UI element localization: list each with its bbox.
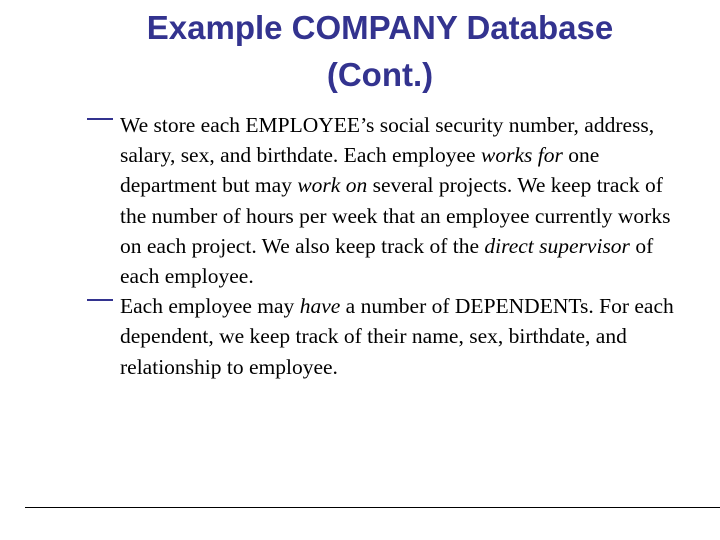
bullet-1-segment-italic: direct supervisor [484, 233, 630, 258]
bullet-text-employee [120, 110, 684, 291]
bullet-1-segment-italic: works for [480, 143, 563, 168]
bullet-list [84, 110, 684, 382]
slide-title-line-1: Example COMPANY Database [146, 9, 614, 46]
slide-title-line-2: (Cont.) [326, 56, 434, 93]
bullet-text-dependents [120, 291, 684, 382]
bullet-2-segment: Each employee may [120, 294, 300, 319]
bullet-item-dependents [84, 291, 684, 382]
bullet-item-employee [84, 110, 684, 291]
slide-title [80, 4, 680, 98]
bullet-1-segment: of each employee. [120, 233, 654, 289]
bullet-2-segment: a number of DEPENDENTs. For each dependent, we keep track of their name, sex, birthdate, and relationship to employee. [120, 294, 674, 379]
footer-divider [25, 507, 720, 508]
bullet-1-segment: one department but may [120, 143, 600, 198]
bullet-1-segment: several projects. We keep track of the number of hours per week that an employee currently works on each project. We also keep track of the [120, 173, 671, 258]
bullet-2-segment-italic: have [299, 294, 341, 319]
bullet-1-segment: We store each EMPLOYEE’s social security number, address, salary, sex, and birthdate. Each employee [120, 113, 655, 168]
bullet-1-segment-italic: work on [297, 173, 368, 198]
